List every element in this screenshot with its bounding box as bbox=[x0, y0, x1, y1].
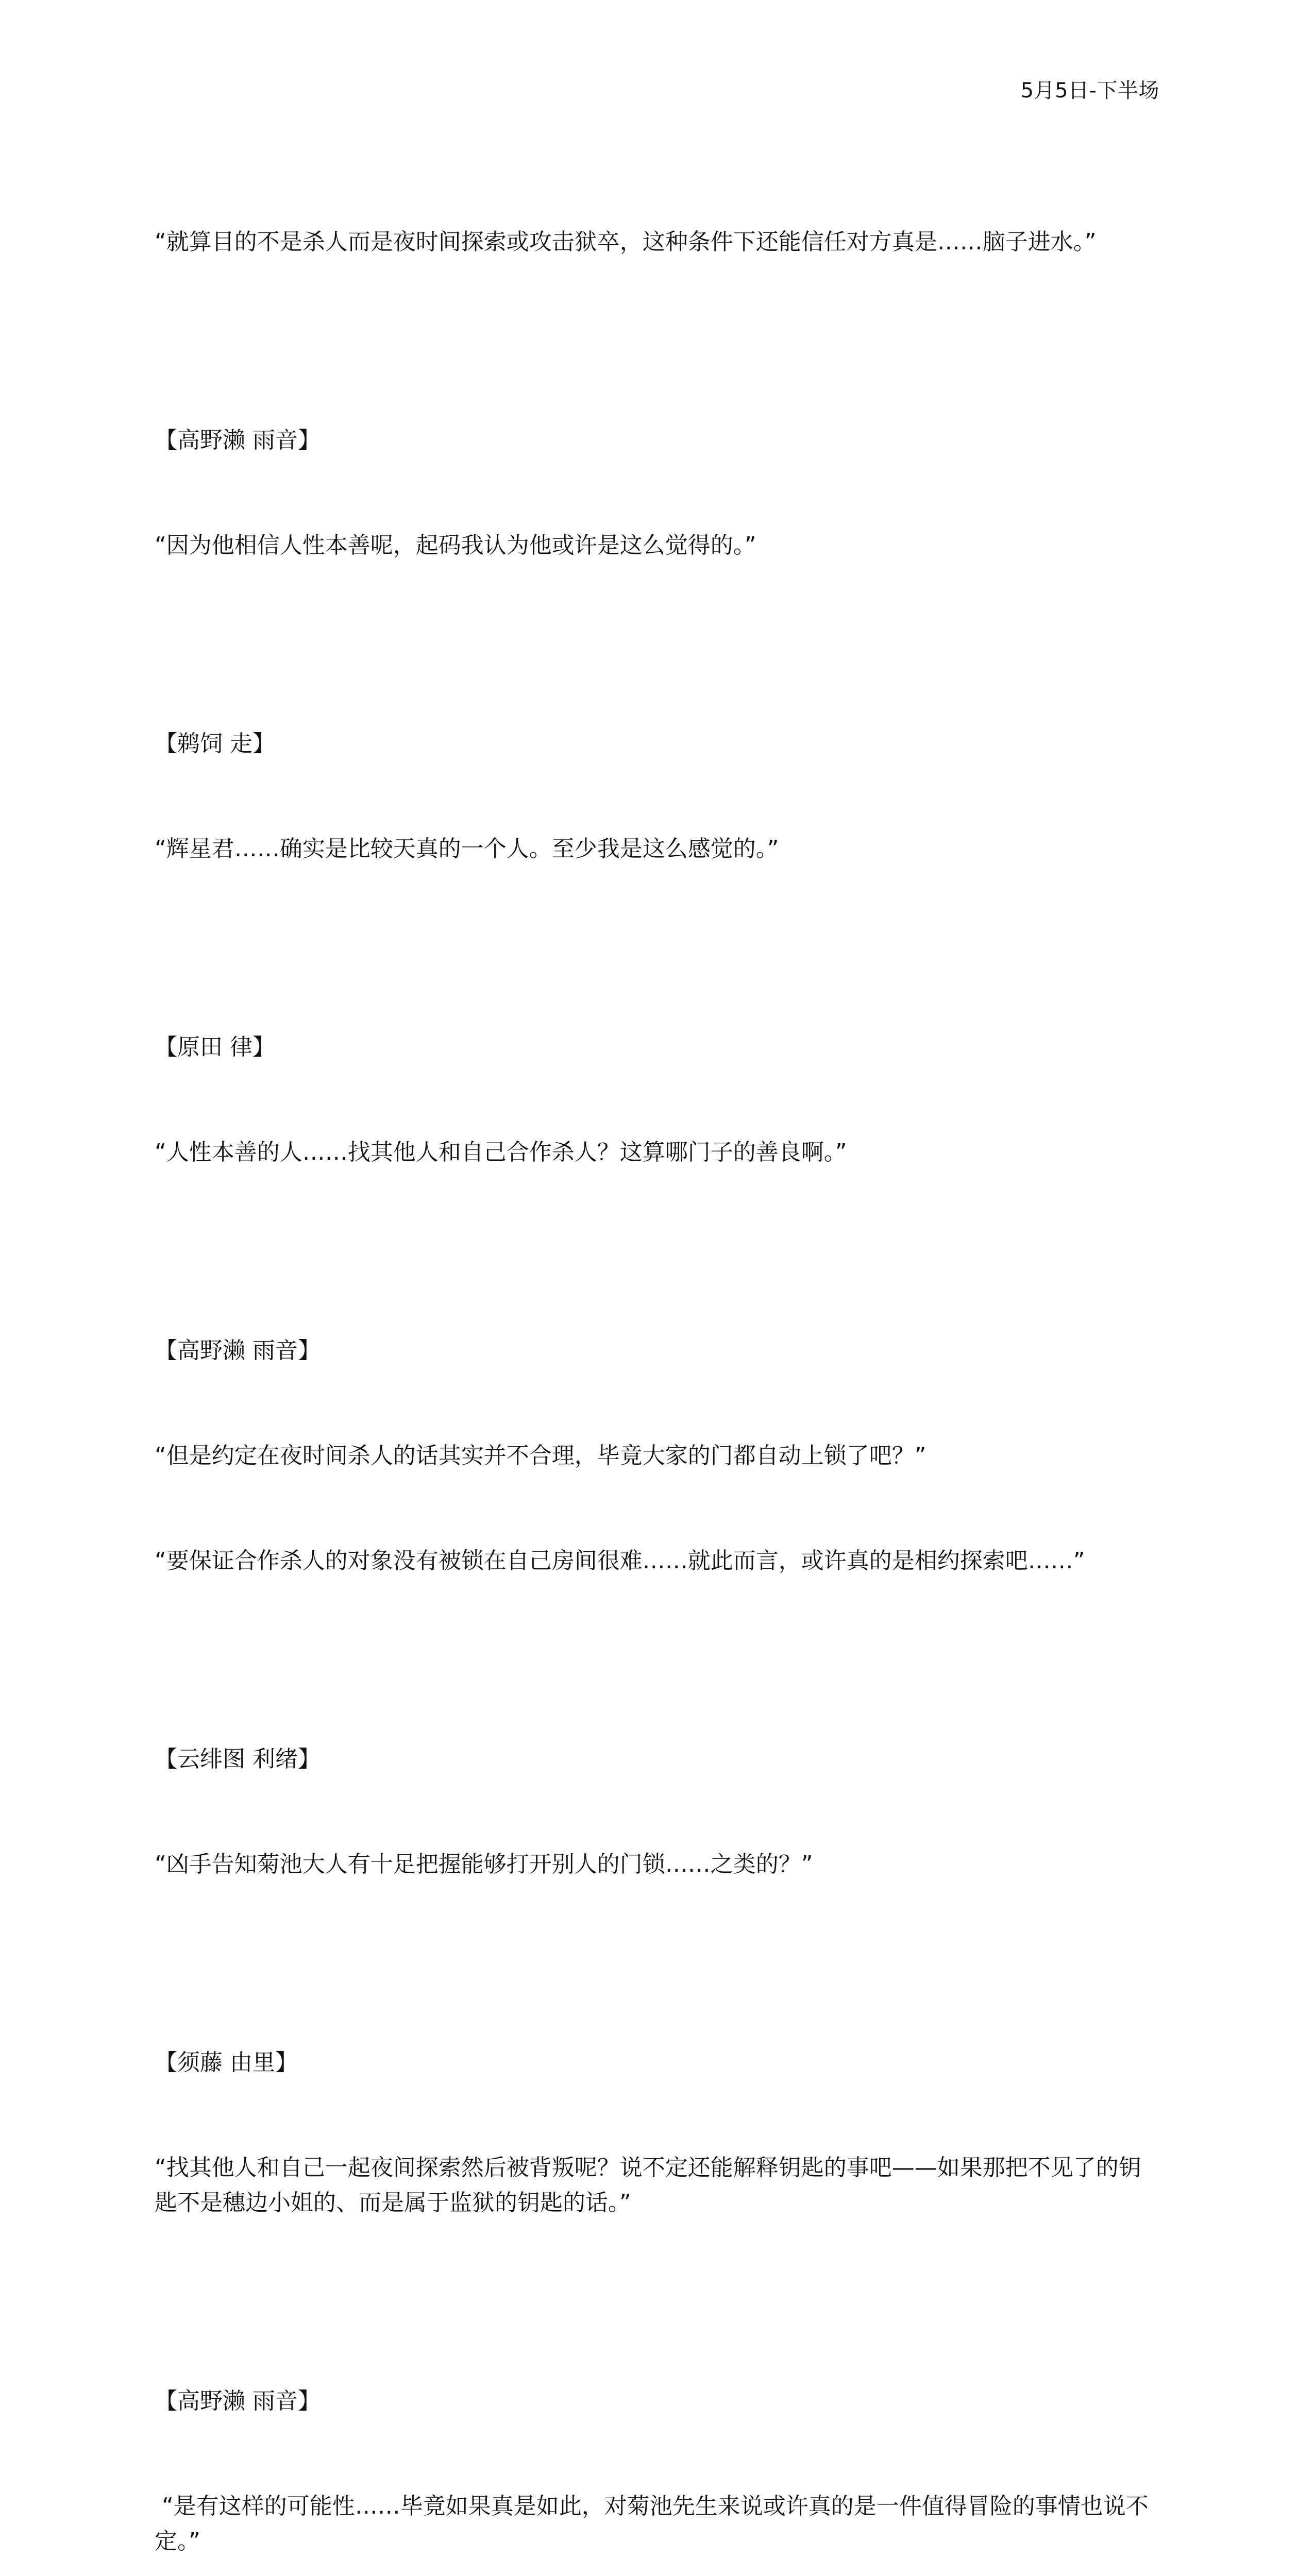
dialogue-block bbox=[155, 1263, 1159, 1649]
speaker-name: 【须藤 由里】 bbox=[155, 2049, 298, 2076]
dialogue-line: “是有这样的可能性……毕竟如果真是如此，对菊池先生来说或许真的是一件值得冒险的事情也说不定。” bbox=[155, 2493, 1149, 2554]
page-header-title: 5月5日-下半场 bbox=[1020, 79, 1159, 103]
dialogue-block bbox=[155, 656, 1159, 937]
dialogue-block bbox=[155, 353, 1159, 633]
dialogue-line: “找其他人和自己一起夜间探索然后被背叛呢？说不定还能解释钥匙的事吧——如果那把不见了的钥匙不是穗边小姐的、而是属于监狱的钥匙的话。” bbox=[155, 2155, 1141, 2216]
speaker-name: 【高野濑 雨音】 bbox=[155, 1337, 321, 1364]
dialogue-block bbox=[155, 1672, 1159, 1952]
dialogue-block bbox=[155, 155, 1159, 330]
speaker-name: 【云绯图 利绪】 bbox=[155, 1746, 321, 1772]
dialogue-line: “人性本善的人……找其他人和自己合作杀人？这算哪门子的善良啊。” bbox=[155, 1139, 847, 1165]
speaker-name: 【高野濑 雨音】 bbox=[155, 427, 321, 453]
dialogue-line: “但是约定在夜时间杀人的话其实并不合理，毕竟大家的门都自动上锁了吧？” bbox=[155, 1443, 926, 1469]
dialogue-line: “因为他相信人性本善呢，起码我认为他或许是这么觉得的。” bbox=[155, 532, 756, 558]
dialogue-line: “要保证合作杀人的对象没有被锁在自己房间很难……就此而言，或许真的是相约探索吧……” bbox=[155, 1548, 1085, 1574]
dialogue-line: “凶手告知菊池大人有十足把握能够打开别人的门锁……之类的？” bbox=[155, 1851, 813, 1877]
document-body bbox=[155, 155, 1159, 2576]
dialogue-line: “辉星君……确实是比较天真的一个人。至少我是这么感觉的。” bbox=[155, 836, 779, 862]
speaker-name: 【高野濑 雨音】 bbox=[155, 2388, 321, 2414]
dialogue-block bbox=[155, 2314, 1159, 2576]
speaker-name: 【原田 律】 bbox=[155, 1034, 275, 1060]
dialogue-block bbox=[155, 1975, 1159, 2291]
dialogue-line: “就算目的不是杀人而是夜时间探索或攻击狱卒，这种条件下还能信任对方真是……脑子进水。” bbox=[155, 229, 1097, 255]
dialogue-block bbox=[155, 960, 1159, 1240]
speaker-name: 【鹈饲 走】 bbox=[155, 731, 275, 757]
